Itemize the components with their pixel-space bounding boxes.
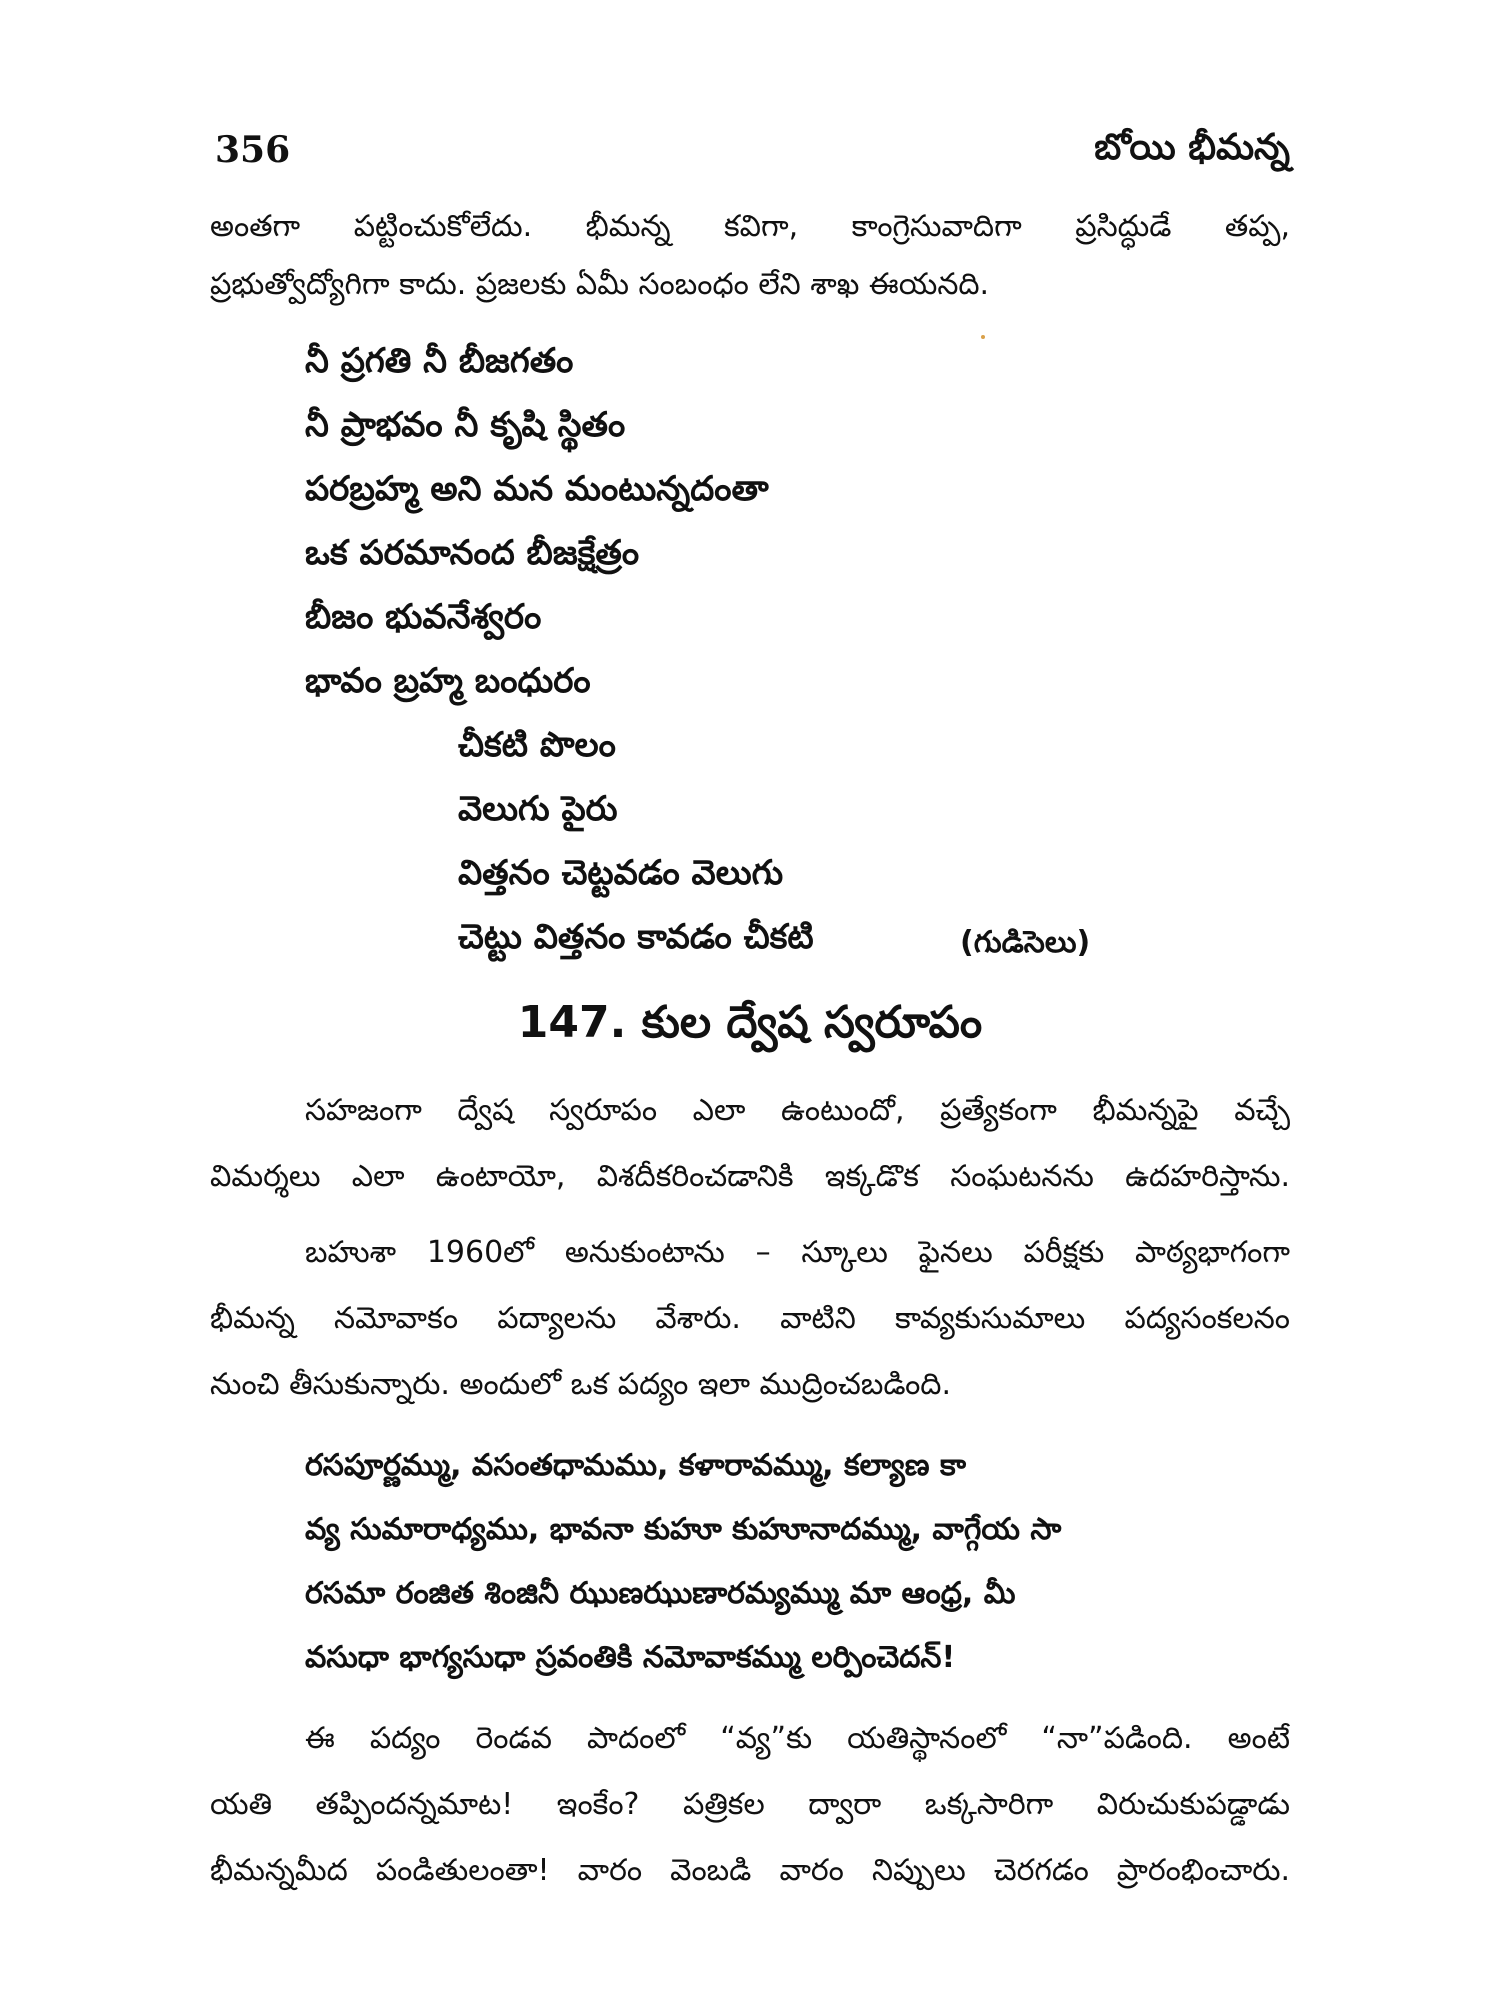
intro-line: అంతగా పట్టించుకోలేదు. భీమన్న కవిగా, కాంగ్రెసువాదిగా ప్రసిద్ధుడే తప్ప,	[210, 209, 1290, 244]
poem-line: వెలుగు పైరు	[458, 789, 618, 829]
poem-line: నీ ప్రాభవం నీ కృషి స్థితం	[305, 405, 626, 445]
paragraph-line: భీమన్న నమోవాకం పద్యాలను వేశారు. వాటిని కావ్యకుసుమాలు పద్యసంకలనం	[210, 1301, 1290, 1336]
paragraph-line: బహుశా 1960లో అనుకుంటాను – స్కూలు ఫైనలు పరీక్షకు పాఠ్యభాగంగా	[305, 1235, 1290, 1270]
poem-line: పరబ్రహ్మ అని మన మంటున్నదంతా	[305, 469, 769, 509]
section-heading: 147. కుల ద్వేష స్వరూపం	[517, 997, 983, 1048]
intro-line: ప్రభుత్వోద్యోగిగా కాదు. ప్రజలకు ఏమీ సంబంధం లేని శాఖ ఈయనది.	[210, 267, 990, 302]
ink-speck	[981, 335, 985, 339]
poem-line: ఒక పరమానంద బీజక్షేత్రం	[305, 533, 640, 573]
poem-line: భావం బ్రహ్మ బంధురం	[305, 661, 591, 701]
poem-citation: (గుడిసెలు)	[960, 925, 1091, 960]
poem-line: చెట్టు విత్తనం కావడం చీకటి	[458, 917, 814, 957]
paragraph-line: విమర్శలు ఎలా ఉంటాయో, విశదీకరించడానికి ఇక్కడొక సంఘటనను ఉదహరిస్తాను.	[210, 1159, 1290, 1194]
paragraph-line: నుంచి తీసుకున్నారు. అందులో ఒక పద్యం ఇలా ముద్రించబడింది.	[210, 1367, 952, 1402]
paragraph-line: యతి తప్పిందన్నమాట! ఇంకేం? పత్రికల ద్వారా ఒక్కసారిగా విరుచుకుపడ్డాడు	[210, 1787, 1290, 1822]
poem-line: విత్తనం చెట్టవడం వెలుగు	[458, 853, 784, 893]
paragraph-line: సహజంగా ద్వేష స్వరూపం ఎలా ఉంటుందో, ప్రత్యేకంగా భీమన్నపై వచ్చే	[305, 1093, 1290, 1128]
verse-line: రసమా రంజిత శింజినీ ఝుణఝుణారమ్యమ్ము మా ఆంధ్ర, మీ	[305, 1576, 1016, 1611]
poem-line: నీ ప్రగతి నీ బీజగతం	[305, 341, 574, 381]
verse-line: వసుధా భాగ్యసుధా స్రవంతికి నమోవాకమ్ము లర్పించెదన్!	[305, 1640, 956, 1675]
verse-line: రసపూర్ణమ్ము, వసంతధామము, కళారావమ్ము, కల్యాణ కా	[305, 1448, 966, 1483]
page-number: 356	[215, 129, 291, 171]
poem-line: చీకటి పొలం	[458, 725, 616, 765]
poem-line: బీజం భువనేశ్వరం	[305, 597, 542, 637]
paragraph-line: ఈ పద్యం రెండవ పాదంలో “వ్య”కు యతిస్థానంలో “నా”పడింది. అంటే	[305, 1721, 1290, 1756]
running-head: బోయి భీమన్న	[1094, 127, 1290, 168]
verse-line: వ్య సుమారాధ్యము, భావనా కుహూ కుహూనాదమ్ము, వాగ్గేయ సా	[305, 1512, 1062, 1547]
paragraph-line: భీమన్నమీద పండితులంతా! వారం వెంబడి వారం నిప్పులు చెరగడం ప్రారంభించారు.	[210, 1853, 1290, 1888]
